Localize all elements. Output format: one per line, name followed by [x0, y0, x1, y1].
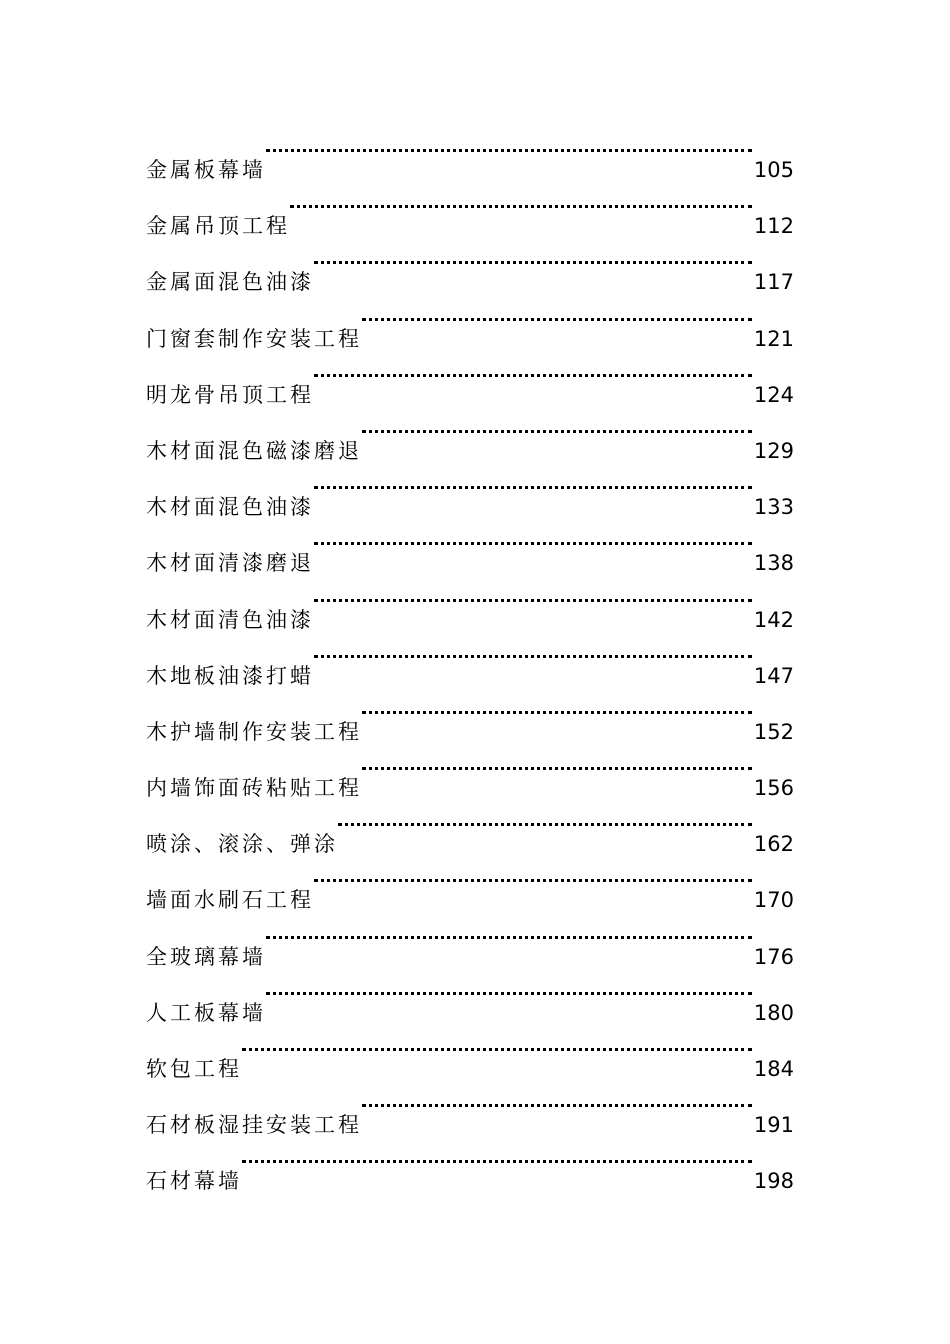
toc-entry-page: 105: [753, 158, 794, 182]
toc-entry-page: 162: [753, 832, 794, 857]
toc-entry-page: 117: [753, 270, 794, 295]
toc-dot-leader: [266, 121, 754, 177]
toc-entry-page: 180: [753, 1000, 794, 1025]
toc-entry-page: 138: [753, 551, 794, 576]
toc-dot-leader: [362, 290, 754, 346]
toc-entry-page: 152: [753, 719, 794, 744]
toc-dot-leader: [242, 1020, 754, 1076]
toc-dot-leader: [290, 177, 754, 233]
toc-entry-title: 木材面清色油漆: [146, 607, 314, 632]
toc-entry-title: 内墙饰面砖粘贴工程: [146, 776, 362, 801]
toc-entry-title: 全玻璃幕墙: [146, 944, 266, 969]
toc-entry-title: 明龙骨吊顶工程: [146, 382, 314, 407]
toc-entry-page: 184: [753, 1057, 794, 1081]
toc-entry-page: 198: [753, 1169, 794, 1194]
toc-entry-title: 木地板油漆打蜡: [146, 663, 314, 688]
table-of-contents: [146, 121, 794, 1194]
toc-dot-leader: [266, 908, 754, 964]
toc-entry-page: 124: [753, 382, 794, 407]
toc-entry-title: 金属吊顶工程: [146, 214, 290, 239]
toc-entry-page: 156: [753, 776, 794, 801]
toc-dot-leader: [338, 795, 754, 851]
toc-dot-leader: [314, 233, 754, 289]
toc-entry[interactable]: [146, 1132, 794, 1194]
toc-entry[interactable]: [146, 1076, 794, 1138]
toc-dot-leader: [362, 683, 754, 739]
toc-dot-leader: [314, 851, 754, 907]
toc-entry[interactable]: [146, 1020, 794, 1081]
toc-entry-page: 129: [753, 438, 794, 463]
toc-entry-page: 133: [753, 495, 794, 520]
toc-entry-title: 石材幕墙: [146, 1169, 242, 1194]
toc-entry-title: 木材面混色磁漆磨退: [146, 438, 362, 463]
toc-dot-leader: [362, 402, 754, 458]
toc-entry-title: 墙面水刷石工程: [146, 888, 314, 913]
toc-entry-title: 门窗套制作安装工程: [146, 326, 362, 351]
toc-dot-leader: [314, 514, 754, 570]
toc-entry-page: 191: [753, 1113, 794, 1138]
toc-entry-title: 木材面混色油漆: [146, 495, 314, 520]
toc-entry-title: 喷涂、滚涂、弹涂: [146, 832, 338, 857]
toc-dot-leader: [362, 1076, 754, 1132]
toc-dot-leader: [314, 458, 754, 514]
toc-dot-leader: [314, 627, 754, 683]
toc-entry-title: 木护墙制作安装工程: [146, 719, 362, 744]
toc-entry-page: 121: [753, 326, 794, 351]
toc-entry-title: 石材板湿挂安装工程: [146, 1113, 362, 1138]
toc-entry-title: 金属板幕墙: [146, 158, 266, 182]
toc-entry-page: 147: [753, 663, 794, 688]
toc-dot-leader: [314, 571, 754, 627]
toc-entry-title: 木材面清漆磨退: [146, 551, 314, 576]
toc-entry-page: 176: [753, 944, 794, 969]
toc-dot-leader: [314, 346, 754, 402]
toc-entry-page: 170: [753, 888, 794, 913]
toc-entry-page: 142: [753, 607, 794, 632]
toc-entry-page: 112: [753, 214, 794, 239]
toc-dot-leader: [362, 739, 754, 795]
toc-dot-leader: [242, 1132, 754, 1188]
toc-dot-leader: [266, 964, 754, 1020]
toc-entry-title: 软包工程: [146, 1057, 242, 1081]
toc-entry-title: 金属面混色油漆: [146, 270, 314, 295]
toc-entry-title: 人工板幕墙: [146, 1000, 266, 1025]
toc-entry[interactable]: [146, 121, 794, 182]
